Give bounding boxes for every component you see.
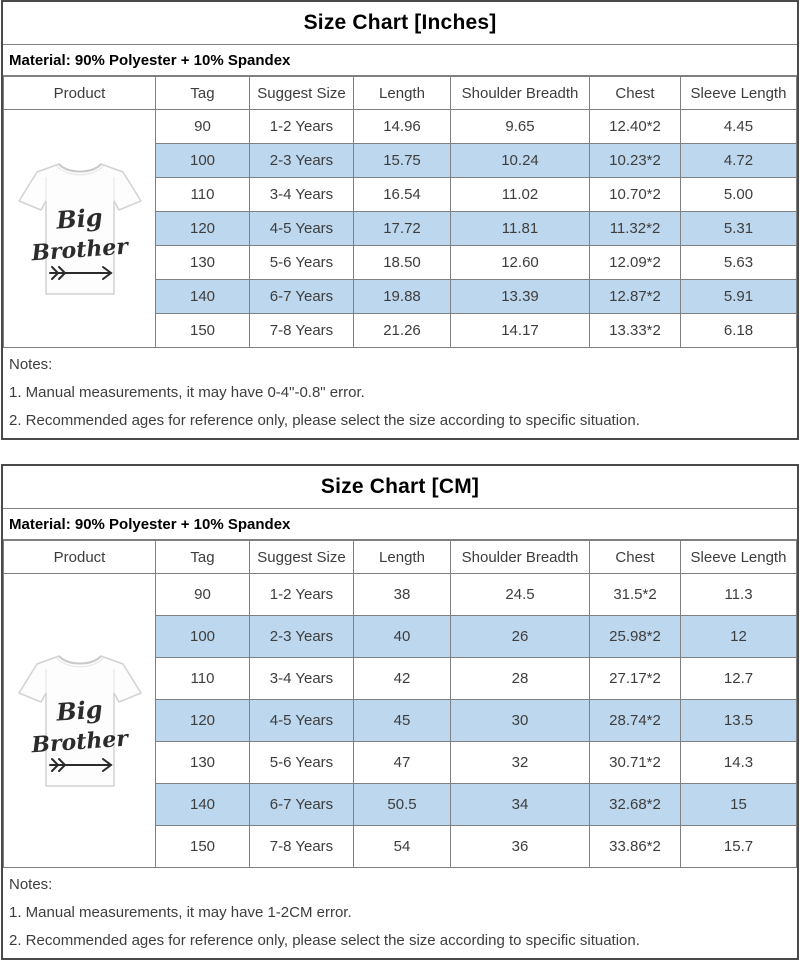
cell-sleeve-length: 5.00 [681,178,797,212]
cell-shoulder-breadth: 32 [451,742,590,784]
product-photo [6,155,153,303]
note-line: Notes: [9,356,53,373]
cell-length: 16.54 [354,178,451,212]
note-line: 2. Recommended ages for reference only, please select the size according to specific situation. [9,932,640,949]
cell-length: 38 [354,574,451,616]
cell-tag: 90 [156,110,250,144]
cell-suggest-size: 3-4 Years [250,658,354,700]
cell-length: 15.75 [354,144,451,178]
cell-shoulder-breadth: 13.39 [451,280,590,314]
cell-tag: 90 [156,574,250,616]
cell-chest: 32.68*2 [590,784,681,826]
column-header-shoulder-breadth: Shoulder Breadth [451,541,590,574]
cell-suggest-size: 1-2 Years [250,574,354,616]
cell-length: 54 [354,826,451,868]
column-header-suggest-size: Suggest Size [250,541,354,574]
notes-section [3,348,797,438]
cell-suggest-size: 3-4 Years [250,178,354,212]
column-header-product: Product [4,77,156,110]
cell-shoulder-breadth: 12.60 [451,246,590,280]
cell-length: 14.96 [354,110,451,144]
cell-suggest-size: 4-5 Years [250,700,354,742]
product-image-cell [4,574,156,868]
column-header-sleeve-length: Sleeve Length [681,77,797,110]
notes-section [3,868,797,958]
cell-chest: 13.33*2 [590,314,681,348]
cell-chest: 28.74*2 [590,700,681,742]
size-table-inches [3,76,797,348]
column-header-suggest-size: Suggest Size [250,77,354,110]
product-photo [6,647,153,795]
cell-suggest-size: 6-7 Years [250,280,354,314]
cell-tag: 120 [156,700,250,742]
cell-chest: 12.40*2 [590,110,681,144]
shirt-text-line1: Big [54,201,103,235]
cell-chest: 12.87*2 [590,280,681,314]
cell-tag: 150 [156,314,250,348]
cell-length: 47 [354,742,451,784]
shirt-text-line2: Brother [30,233,129,266]
cell-tag: 120 [156,212,250,246]
cell-tag: 140 [156,784,250,826]
cell-length: 17.72 [354,212,451,246]
cell-tag: 110 [156,178,250,212]
cell-sleeve-length: 5.31 [681,212,797,246]
column-header-sleeve-length: Sleeve Length [681,541,797,574]
cell-tag: 110 [156,658,250,700]
cell-sleeve-length: 15.7 [681,826,797,868]
cell-sleeve-length: 14.3 [681,742,797,784]
cell-shoulder-breadth: 24.5 [451,574,590,616]
note-line: Notes: [9,876,53,893]
cell-length: 45 [354,700,451,742]
cell-sleeve-length: 5.63 [681,246,797,280]
cell-sleeve-length: 15 [681,784,797,826]
header-row [4,77,797,110]
column-header-length: Length [354,541,451,574]
cell-length: 40 [354,616,451,658]
cell-sleeve-length: 5.91 [681,280,797,314]
cell-length: 19.88 [354,280,451,314]
cell-sleeve-length: 13.5 [681,700,797,742]
cell-length: 21.26 [354,314,451,348]
column-header-chest: Chest [590,77,681,110]
table-row [4,110,797,144]
cell-suggest-size: 2-3 Years [250,144,354,178]
header-row [4,541,797,574]
tshirt-graphic [10,155,150,303]
chart-title: Size Chart [CM] [3,466,797,509]
cell-sleeve-length: 11.3 [681,574,797,616]
cell-shoulder-breadth: 9.65 [451,110,590,144]
cell-tag: 130 [156,246,250,280]
cell-sleeve-length: 4.72 [681,144,797,178]
note-line: 1. Manual measurements, it may have 0-4"-0.8" error. [9,384,365,401]
cell-tag: 140 [156,280,250,314]
cell-length: 42 [354,658,451,700]
note-line: 1. Manual measurements, it may have 1-2CM error. [9,904,352,921]
cell-suggest-size: 5-6 Years [250,742,354,784]
size-table-cm [3,540,797,868]
column-header-length: Length [354,77,451,110]
cell-shoulder-breadth: 36 [451,826,590,868]
cell-suggest-size: 2-3 Years [250,616,354,658]
column-header-chest: Chest [590,541,681,574]
cell-shoulder-breadth: 30 [451,700,590,742]
cell-tag: 150 [156,826,250,868]
cell-shoulder-breadth: 14.17 [451,314,590,348]
note-line: 2. Recommended ages for reference only, please select the size according to specific situation. [9,412,640,429]
cell-suggest-size: 6-7 Years [250,784,354,826]
cell-suggest-size: 7-8 Years [250,314,354,348]
cell-chest: 27.17*2 [590,658,681,700]
cell-sleeve-length: 4.45 [681,110,797,144]
cell-shoulder-breadth: 28 [451,658,590,700]
cell-suggest-size: 5-6 Years [250,246,354,280]
cell-chest: 12.09*2 [590,246,681,280]
shirt-text-line2: Brother [30,725,129,758]
cell-tag: 100 [156,616,250,658]
tshirt-graphic [10,647,150,795]
cell-suggest-size: 1-2 Years [250,110,354,144]
cell-chest: 33.86*2 [590,826,681,868]
cell-shoulder-breadth: 11.02 [451,178,590,212]
cell-sleeve-length: 6.18 [681,314,797,348]
cell-chest: 11.32*2 [590,212,681,246]
material-label: Material: 90% Polyester + 10% Spandex [3,45,797,76]
column-header-product: Product [4,541,156,574]
cell-shoulder-breadth: 34 [451,784,590,826]
cell-chest: 25.98*2 [590,616,681,658]
column-header-tag: Tag [156,541,250,574]
cell-length: 50.5 [354,784,451,826]
column-header-shoulder-breadth: Shoulder Breadth [451,77,590,110]
cell-shoulder-breadth: 26 [451,616,590,658]
cell-sleeve-length: 12 [681,616,797,658]
cell-suggest-size: 7-8 Years [250,826,354,868]
cell-length: 18.50 [354,246,451,280]
size-chart-inches [1,0,799,440]
cell-shoulder-breadth: 11.81 [451,212,590,246]
shirt-text-line1: Big [54,693,103,727]
product-image-cell [4,110,156,348]
column-header-tag: Tag [156,77,250,110]
cell-tag: 100 [156,144,250,178]
size-chart-cm [1,464,799,960]
chart-title: Size Chart [Inches] [3,2,797,45]
material-label: Material: 90% Polyester + 10% Spandex [3,509,797,540]
cell-suggest-size: 4-5 Years [250,212,354,246]
table-row [4,574,797,616]
cell-chest: 30.71*2 [590,742,681,784]
cell-chest: 31.5*2 [590,574,681,616]
cell-sleeve-length: 12.7 [681,658,797,700]
cell-shoulder-breadth: 10.24 [451,144,590,178]
cell-chest: 10.23*2 [590,144,681,178]
cell-tag: 130 [156,742,250,784]
cell-chest: 10.70*2 [590,178,681,212]
